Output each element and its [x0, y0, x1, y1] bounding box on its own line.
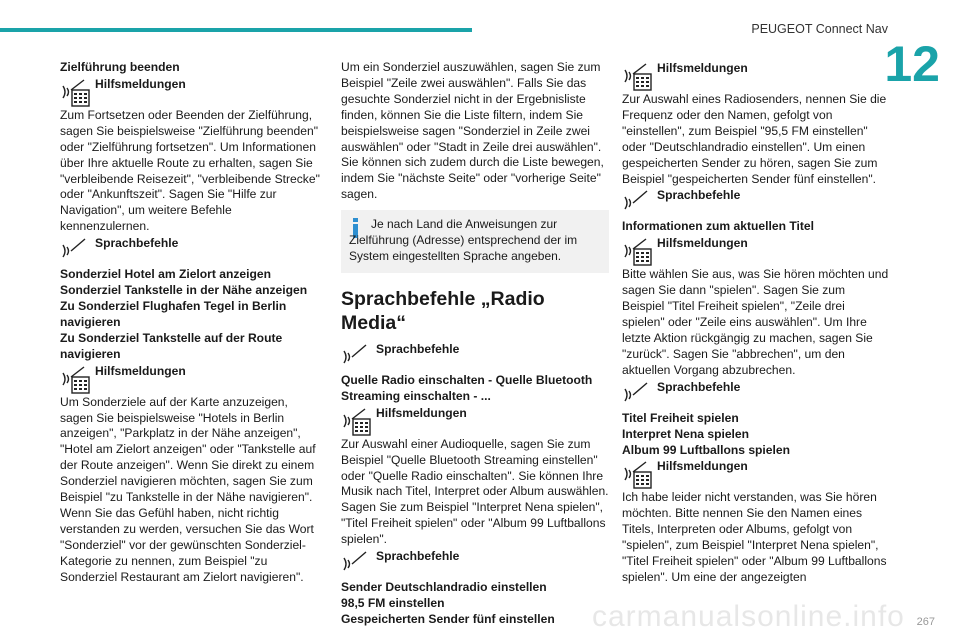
- info-box: [341, 210, 609, 273]
- voice-command-block: [341, 548, 609, 580]
- help-block: [341, 405, 609, 437]
- page-number: 267: [916, 616, 935, 628]
- help-message-icon: [622, 235, 654, 267]
- voice-command-icon: [622, 187, 654, 219]
- command-text: 98,5 FM einstellen: [341, 595, 445, 610]
- paragraph: Zum Fortsetzen oder Beenden der Zielführung, sagen Sie beispielsweise "Zielführung beenden" oder "Zielführung fortsetzen". Um Informationen über Ihre aktuelle Route zu erhalten, sagen Sie "verbleibende Reisezeit", "verbleibende Strecke" oder "Ankunftszeit". Sagen Sie "Hilfe zur Navigation", um weitere Befehle kennenzulernen.: [60, 107, 320, 234]
- voice-command-icon: [622, 379, 654, 411]
- column-3: [622, 60, 890, 586]
- paragraph: Um Sonderziele auf der Karte anzuzeigen, sagen Sie beispielsweise "Hotels in Berlin anzeigen", "Parkplatz in der Nähe anzeigen", "Hotel am Zielort anzeigen" oder "Tankstelle auf der Route anzeigen". Wenn Sie direkt zu einem Sonderziel navigieren möchten, sagen Sie zum Beispiel "zu Tankstelle in der Nähe navigieren". Wenn Sie das Gefühl haben, nicht richtig verstanden zu werden, versuchen Sie das Wort "Sonderziel" vor der gewünschten Sonderziel-Kategorie zu nennen, zum Beispiel "zu Sonderziel Restaurant am Zielort navigieren".: [60, 394, 316, 584]
- voice-command-block: [622, 187, 890, 219]
- paragraph: Bitte wählen Sie aus, was Sie hören möchten und sagen Sie dann "spielen". Sagen Sie zum Beispiel "Titel Freiheit spielen", "Zeile drei spielen" oder "Zeile eins auswählen". Um Ihre letzte Aktion rückgängig zu machen, sagen Sie "zurück". Sagen Sie "abbrechen", um den aktuellen Vorgang abzubrechen.: [622, 267, 889, 377]
- icon-label: Sprachbefehle: [376, 549, 460, 564]
- help-message-icon: [341, 405, 373, 437]
- icon-label: Sprachbefehle: [376, 341, 460, 356]
- help-message-icon: [622, 60, 654, 92]
- command-text: Zielführung beenden: [60, 60, 180, 74]
- voice-command-icon: [341, 548, 373, 580]
- icon-label: Hilfsmeldungen: [657, 459, 748, 474]
- command-text: Gespeicherten Sender fünf einstellen: [341, 611, 555, 626]
- paragraph: Um ein Sonderziel auszuwählen, sagen Sie zum Beispiel "Zeile zwei auswählen". Falls Sie das gesuchte Sonderziel nicht in der Ergebnisliste finden, können Sie die Liste filtern, indem Sie beispielsweise sagen "Sonderziel in Zeile zwei auswählen" oder "Stadt in Zeile drei auswählen". Sie können sich zudem durch die Liste bewegen, indem Sie "nächste Seite" oder "vorherige Seite" sagen.: [341, 60, 604, 202]
- icon-label: Hilfsmeldungen: [376, 405, 467, 420]
- command-text: Zu Sonderziel Tankstelle auf der Route navigieren: [60, 330, 283, 361]
- voice-command-block: [60, 235, 322, 267]
- command-text: Sonderziel Tankstelle in der Nähe anzeigen: [60, 283, 308, 298]
- command-text: Informationen zum aktuellen Titel: [622, 219, 814, 234]
- icon-label: Hilfsmeldungen: [95, 76, 186, 91]
- watermark: carmanualsonline.info: [592, 600, 905, 633]
- command-text: Quelle Radio einschalten - Quelle Bluetooth Streaming einschalten - ...: [341, 372, 593, 403]
- help-message-icon: [622, 458, 654, 490]
- help-message-icon: [60, 363, 92, 395]
- paragraph: Ich habe leider nicht verstanden, was Sie hören möchten. Bitte nennen Sie den Namen eines Titels, Interpreten oder Albums, gefolgt von "spielen", zum Beispiel "Interpret Nena spielen", "Titel Freiheit spielen" oder "Album 99 Luftballons spielen". Um eine der angezeigten: [622, 490, 887, 584]
- header-accent-bar: [0, 28, 472, 32]
- info-text: Je nach Land die Anweisungen zur Zielführung (Adresse) entsprechend der im System eingestellten Sprache angeben.: [349, 217, 578, 263]
- icon-label: Sprachbefehle: [657, 188, 741, 203]
- help-block: [622, 60, 890, 92]
- voice-command-icon: [341, 341, 373, 373]
- chapter-number: 12: [884, 36, 940, 92]
- paragraph: Zur Auswahl einer Audioquelle, sagen Sie zum Beispiel "Quelle Bluetooth Streaming einstellen" oder "Quelle Radio einschalten". Sie können Ihre Musik nach Titel, Interpret oder Album auswählen. Sagen Sie zum Beispiel "Interpret Nena spielen", "Titel Freiheit spielen" oder "Album 99 Luftballons spielen".: [341, 436, 609, 547]
- help-message-icon: [60, 76, 92, 108]
- header-title: PEUGEOT Connect Nav: [751, 22, 888, 36]
- voice-command-block: [341, 341, 609, 373]
- help-block: [622, 458, 890, 490]
- help-block: [60, 76, 322, 108]
- column-1: [60, 60, 322, 585]
- command-text: Sonderziel Hotel am Zielort anzeigen: [60, 267, 272, 282]
- column-2: [341, 60, 609, 628]
- icon-label: Hilfsmeldungen: [95, 363, 186, 378]
- icon-label: Hilfsmeldungen: [657, 236, 748, 251]
- help-block: [60, 363, 322, 395]
- command-text: Zu Sonderziel Flughafen Tegel in Berlin navigieren: [60, 298, 287, 329]
- voice-command-icon: [60, 235, 92, 267]
- command-text: Album 99 Luftballons spielen: [622, 442, 790, 457]
- command-text: Titel Freiheit spielen: [622, 410, 739, 425]
- command-text: Sender Deutschlandradio einstellen: [341, 580, 547, 595]
- command-text: Interpret Nena spielen: [622, 426, 750, 441]
- icon-label: Sprachbefehle: [657, 379, 741, 394]
- paragraph: Zur Auswahl eines Radiosenders, nennen Sie die Frequenz oder den Namen, gefolgt von "einstellen", zum Beispiel "95,5 FM einstellen" oder "Deutschlandradio einstellen". Um einen gespeicherten Sender zu hören, sagen Sie zum Beispiel "gespeicherten Sender fünf einstellen".: [622, 92, 887, 186]
- voice-command-block: [622, 379, 890, 411]
- icon-label: Hilfsmeldungen: [657, 61, 748, 75]
- help-block: [622, 235, 890, 267]
- icon-label: Sprachbefehle: [95, 236, 179, 251]
- section-heading: Sprachbefehle „Radio Media“: [341, 287, 545, 334]
